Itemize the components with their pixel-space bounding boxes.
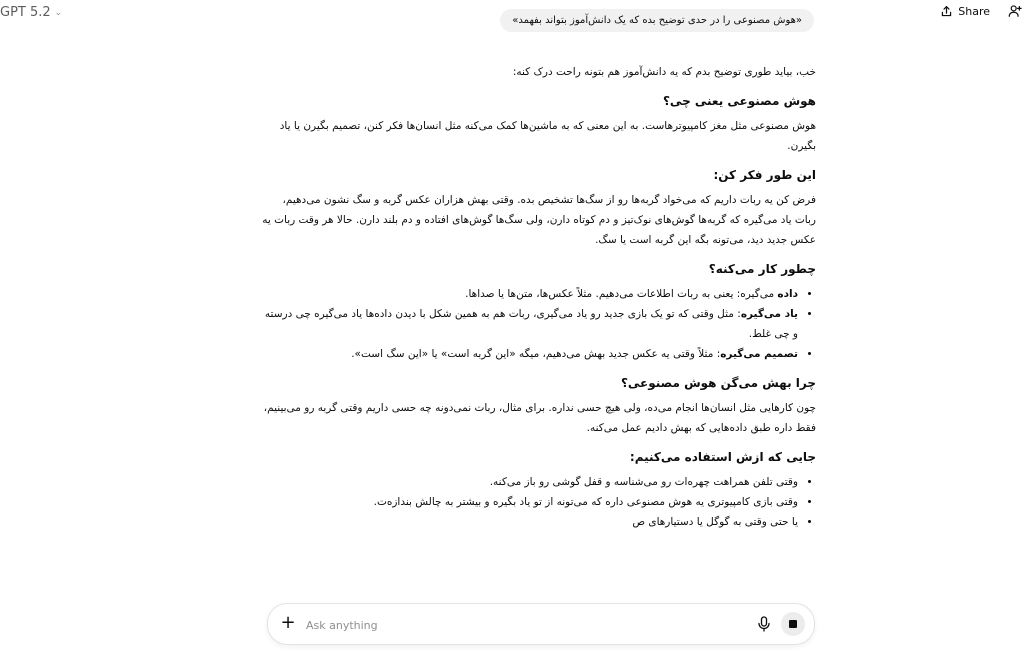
where-used-list (262, 472, 816, 532)
user-message-bubble: «هوش مصنوعی را در حدی توضیح بده که یک دانش‌آموز بتواند بفهمد» (500, 9, 814, 32)
list-item-text: : مثلاً وقتی یه عکس جدید بهش می‌دهیم، میگه «این گربه است» یا «این سگ است». (351, 348, 721, 360)
model-selector[interactable] (0, 5, 62, 20)
section-title: این طور فکر کن: (713, 168, 816, 182)
list-item-term: تصمیم می‌گیره (720, 348, 798, 360)
plus-icon[interactable]: + (280, 612, 296, 633)
how-it-works-list (262, 284, 816, 364)
list-item (262, 284, 798, 304)
section-what-is-ai (262, 90, 816, 156)
section-how-it-works (262, 258, 816, 364)
composer (267, 603, 815, 645)
list-item (262, 344, 798, 364)
answer-intro: خب، بیاید طوری توضیح بدم که یه دانش‌آموز هم بتونه راحت درک کنه: (512, 66, 816, 78)
section-body: چون کارهایی مثل انسان‌ها انجام می‌ده، ولی هیچ حسی نداره. برای مثال، ربات نمی‌دونه چه حسی داریم وقتی گربه رو می‌بینیم، فقط داره طبق داده‌هایی که بهش دادیم عمل می‌کنه. (263, 402, 816, 434)
list-item-term: یاد می‌گیره (740, 308, 798, 320)
list-item-text: : مثل وقتی که تو یک بازی جدید رو یاد می‌گیری، ربات هم به همین شکل با دیدن داده‌ها یاد می‌گیره چی درسته و چی غلط. (264, 308, 798, 340)
section-title: هوش مصنوعی یعنی چی؟ (662, 94, 816, 108)
list-item: • وقتی تلفن همراهت چهره‌ات رو می‌شناسه و قفل گوشی رو باز می‌کنه. (262, 472, 798, 492)
list-item (262, 304, 798, 344)
section-body: هوش مصنوعی مثل مغز کامپیوترهاست. به این معنی که به ماشین‌ها کمک می‌کنه مثل انسان‌ها فکر کنن، تصمیم بگیرن یا یاد بگیرن. (279, 120, 816, 152)
list-item-term: داده (777, 288, 798, 300)
list-item: • وقتی بازی کامپیوتری یه هوش مصنوعی داره که می‌تونه از تو یاد بگیره و بیشتر به چالش بندازه‌ت. (262, 492, 798, 512)
section-why-called-ai (262, 372, 816, 438)
stop-icon (789, 620, 797, 628)
section-think-like-this (262, 164, 816, 250)
share-label: Share (958, 5, 990, 18)
prompt-input[interactable] (304, 614, 728, 636)
section-body: فرض کن یه ربات داریم که می‌خواد گربه‌ها رو از سگ‌ها تشخیص بده. وقتی بهش هزاران عکس گربه و سگ نشون می‌دهیم، ربات یاد می‌گیره که گربه‌ها گوش‌های نوک‌تیز و دم کوتاه دارن، ولی سگ‌ها گوش‌های افتاده و دم بلند دارن. حالا هر وقت ربات یه عکس جدید دید، می‌تونه بگه این گربه است یا سگ. (262, 194, 816, 246)
section-where-used (262, 446, 816, 532)
assistant-answer (262, 62, 816, 532)
section-title: چطور کار می‌کنه؟ (708, 262, 816, 276)
model-label: GPT 5.2 (0, 5, 51, 20)
share-icon (940, 5, 953, 18)
add-person-icon[interactable] (1008, 4, 1022, 18)
share-button[interactable] (940, 5, 990, 18)
microphone-icon[interactable] (757, 616, 771, 632)
chevron-down-icon: ⌄ (54, 8, 63, 18)
list-item: • یا حتی وقتی به گوگل یا دستیارهای ص (262, 512, 798, 532)
list-item-text: می‌گیره: یعنی به ربات اطلاعات می‌دهیم. مثلاً عکس‌ها، متن‌ها یا صداها. (465, 288, 778, 300)
section-title: چرا بهش می‌گن هوش مصنوعی؟ (620, 376, 816, 390)
stop-button[interactable] (781, 612, 805, 636)
section-title: جایی که ازش استفاده می‌کنیم: (629, 450, 816, 464)
